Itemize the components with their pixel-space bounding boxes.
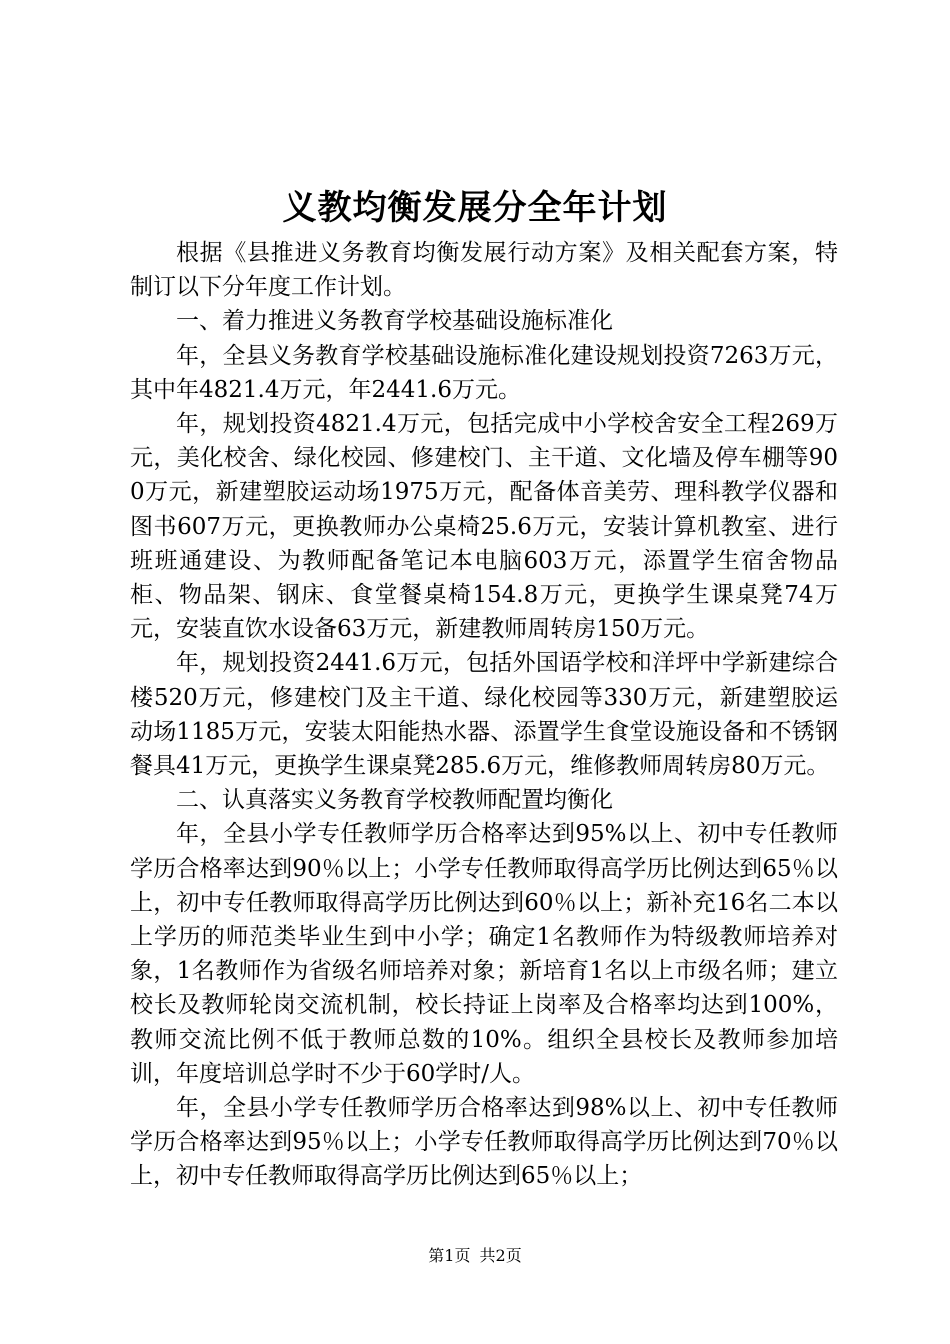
paragraph: 年，规划投资2441.6万元，包括外国语学校和洋坪中学新建综合楼520万元，修建校门及主干道、绿化校园等330万元，新建塑胶运动场1185万元，安装太阳能热水器、添置学生食堂设施设备和不锈钢餐具41万元，更换学生课桌凳285.6万元，维修教师周转房80万元。 xyxy=(130,650,838,780)
document-body xyxy=(130,236,838,1194)
page-total: 共2页 xyxy=(479,1246,522,1265)
paragraph: 年，全县小学专任教师学历合格率达到98%以上、初中专任教师学历合格率达到95％以上；小学专任教师取得高学历比例达到70％以上，初中专任教师取得高学历比例达到65％以上； xyxy=(130,1095,838,1190)
document-title: 义教均衡发展分全年计划 xyxy=(282,188,668,228)
section-heading: 二、认真落实义务教育学校教师配置均衡化 xyxy=(176,787,613,814)
section-heading: 一、着力推进义务教育学校基础设施标准化 xyxy=(176,308,613,335)
page-number: 第1页 xyxy=(428,1246,471,1265)
paragraph: 年，全县义务教育学校基础设施标准化建设规划投资7263万元，其中年4821.4万元，年2441.6万元。 xyxy=(130,342,838,403)
page-footer xyxy=(0,1244,950,1268)
paragraph: 年，规划投资4821.4万元，包括完成中小学校舍安全工程269万元，美化校舍、绿化校园、修建校门、主干道、文化墙及停车棚等900万元，新建塑胶运动场1975万元，配备体音美劳、理科教学仪器和图书607万元，更换教师办公桌椅25.6万元，安装计算机教室、进行班班通建设、为教师配备笔记本电脑603万元，添置学生宿舍物品柜、物品架、钢床、食堂餐桌椅154.8万元，更换学生课桌凳74万元，安装直饮水设备63万元，新建教师周转房150万元。 xyxy=(130,411,838,643)
paragraph: 根据《县推进义务教育均衡发展行动方案》及相关配套方案，特制订以下分年度工作计划。 xyxy=(130,240,838,301)
paragraph: 年，全县小学专任教师学历合格率达到95%以上、初中专任教师学历合格率达到90％以上；小学专任教师取得高学历比例达到65％以上，初中专任教师取得高学历比例达到60％以上；新补充16名二本以上学历的师范类毕业生到中小学；确定1名教师作为特级教师培养对象，1名教师作为省级名师培养对象；新培育1名以上市级名师；建立校长及教师轮岗交流机制，校长持证上岗率及合格率均达到100%，教师交流比例不低于教师总数的10%。组织全县校长及教师参加培训，年度培训总学时不少于60学时/人。 xyxy=(130,821,838,1087)
